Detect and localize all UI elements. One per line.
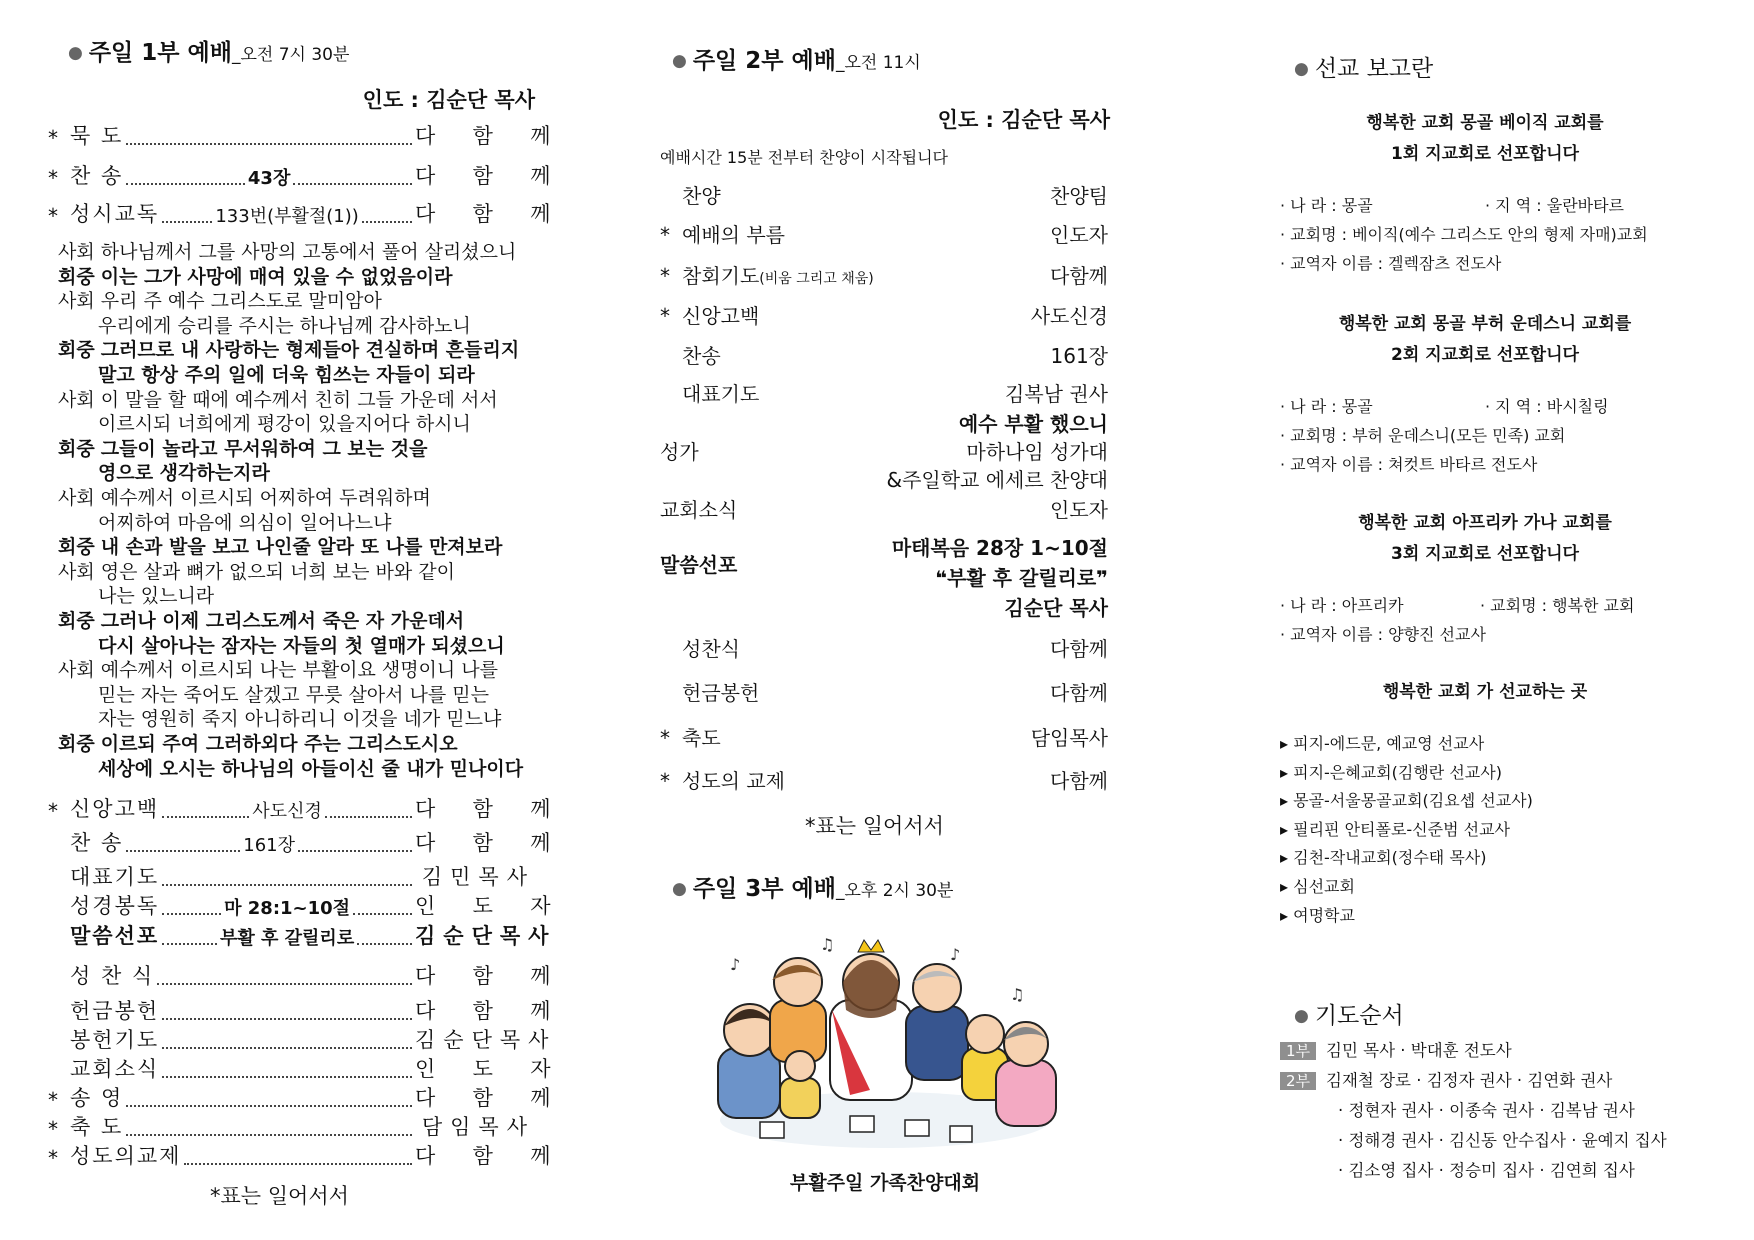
- church-news-row: 교회소식 인도자: [660, 498, 1108, 522]
- leader-dots: [298, 850, 412, 852]
- mission-places-title: 행복한 교회 가 선교하는 곳: [1382, 682, 1588, 702]
- sermon-detail: [892, 533, 1108, 623]
- service1-leader: 인도 : 김순단 목사: [362, 88, 535, 112]
- order-detail: 43장: [247, 168, 291, 189]
- standing-mark: *: [48, 166, 58, 190]
- order-row: [660, 180, 1108, 209]
- service2-intro: 예배시간 15분 전부터 찬양이 시작됩니다: [660, 148, 948, 167]
- order-item: 송 영: [70, 1086, 124, 1110]
- church-info: · 나 라 : 몽골: [1280, 196, 1373, 215]
- standing-mark: *: [48, 1117, 58, 1141]
- leader-dots: [162, 1018, 412, 1020]
- leader-dots: [126, 1134, 412, 1136]
- section-title-service3: ● 주일 3부 예배_오후 2시 30분: [672, 876, 954, 902]
- order-who: 사도신경: [1030, 304, 1108, 328]
- responsive-line: [58, 634, 505, 659]
- order-row: [660, 633, 1108, 662]
- standing-note-2: *표는 일어서서: [805, 814, 944, 838]
- standing-mark: *: [48, 126, 58, 150]
- illustration-caption: 부활주일 가족찬양대회: [789, 1172, 981, 1194]
- responsive-text: 이르시되 너희에게 평강이 있을지어다 하시니: [98, 413, 471, 436]
- church-info: · 교회명 : 부허 운데스니(모든 민족) 교회: [1280, 426, 1566, 445]
- church-heading: [1290, 508, 1680, 570]
- book-icon: [760, 1122, 784, 1138]
- responsive-line: [58, 461, 270, 486]
- responsive-text: 예수께서 이르시되 나는 부활이요 생명이니 나를: [100, 659, 498, 682]
- order-item: 헌금봉헌: [682, 681, 760, 705]
- leader-dots: [357, 943, 412, 945]
- responsive-line: [58, 240, 516, 265]
- order-who: 인 도 자: [415, 894, 559, 918]
- order-item: 성도의교제: [70, 1144, 182, 1168]
- leader-dots: [184, 1163, 412, 1165]
- church-info: · 나 라 : 몽골: [1280, 397, 1373, 416]
- anthem-choir-1: 마하나임 성가대: [966, 440, 1108, 464]
- responsive-text: 우리 주 예수 그리스도로 말미암아: [100, 290, 382, 313]
- service2-leader: 인도 : 김순단 목사: [937, 108, 1110, 132]
- responsive-text: 말고 항상 주의 일에 더욱 힘쓰는 자들이 되라: [98, 364, 475, 386]
- order-item: 교회소식: [70, 1057, 160, 1081]
- church-heading-line: 행복한 교회 몽골 부허 운데스니 교회를: [1338, 314, 1632, 334]
- leader-dots: [157, 983, 412, 985]
- prayer-names: · 정해경 권사 · 김신동 안수집사 · 윤예지 집사: [1338, 1131, 1667, 1150]
- leader-dots: [162, 816, 249, 818]
- leader-dots: [162, 884, 412, 886]
- responsive-text: 세상에 오시는 하나님의 아들이신 줄 내가 믿나이다: [98, 757, 524, 780]
- order-who: 다함께: [1050, 637, 1108, 661]
- responsive-line: [58, 511, 391, 536]
- responsive-text: 예수께서 이르시되 어찌하여 두려워하며: [100, 487, 431, 509]
- section-title-service1: ● 주일 1부 예배_오전 7시 30분: [68, 40, 350, 66]
- order-item: 찬송: [682, 344, 721, 368]
- responsive-line: [58, 707, 501, 732]
- responsive-text: 우리에게 승리를 주시는 하나님께 감사하노니: [98, 314, 471, 337]
- order-note: (비움 그리고 채움): [759, 271, 874, 287]
- leader-dots: [162, 221, 212, 223]
- order-item: 성 찬 식: [70, 964, 155, 988]
- responsive-line: [58, 265, 452, 290]
- responsive-text: 이르되 주여 그러하외다 주는 그리스도시오: [100, 733, 458, 755]
- standing-mark: *: [48, 204, 58, 228]
- prayer-line: [1280, 1126, 1667, 1156]
- responsive-line: [58, 338, 519, 363]
- order-row: [660, 378, 1108, 407]
- order-row: [660, 722, 1108, 751]
- responsive-role: 회중: [58, 339, 95, 362]
- prayer-group-tag: 1부: [1280, 1042, 1316, 1060]
- section-title-service2: ● 주일 2부 예배_오전 11시: [672, 48, 921, 74]
- church-info-line: [1280, 452, 1537, 475]
- order-who: 다 함 께: [415, 202, 559, 226]
- responsive-role: 회중: [58, 536, 95, 559]
- order-detail: 133번(부활절(1)): [215, 206, 359, 227]
- order-row: [48, 920, 557, 950]
- leader-dots: [126, 850, 240, 852]
- responsive-role: 사회: [58, 241, 95, 263]
- responsive-text: 내 손과 발을 보고 나인줄 알라 또 나를 만져보라: [100, 536, 503, 559]
- music-note-icon: ♪: [950, 945, 961, 964]
- standing-mark: *: [660, 726, 670, 750]
- order-item: 축 도: [70, 1115, 124, 1139]
- order-item: 봉헌기도: [70, 1028, 160, 1052]
- responsive-line: [58, 535, 502, 560]
- order-row: [660, 300, 1108, 329]
- order-who: 다 함 께: [415, 999, 559, 1023]
- bullet-dot-icon: ●: [672, 51, 687, 71]
- church-heading-line: 행복한 교회 아프리카 가나 교회를: [1358, 513, 1612, 533]
- jesus-icon: [830, 940, 912, 1100]
- responsive-line: [58, 609, 464, 634]
- order-item: 대표기도: [70, 865, 160, 889]
- order-row: [48, 861, 535, 891]
- mission-place: ▸ 여명학교: [1280, 905, 1355, 925]
- order-row: [48, 120, 559, 150]
- church-info: · 교회명 : 행복한 교회: [1480, 596, 1635, 615]
- prayer-group-tag: 2부: [1280, 1072, 1316, 1090]
- mission-places-list: [1280, 730, 1533, 930]
- order-row: [48, 960, 559, 990]
- order-who: 161장: [1050, 344, 1108, 368]
- book-icon: [905, 1120, 929, 1136]
- church-info: · 교회명 : 베이직(예수 그리스도 안의 형제 자매)교회: [1280, 225, 1648, 244]
- order-row: [48, 160, 559, 190]
- standing-mark: *: [48, 1146, 58, 1170]
- responsive-text: 하나님께서 그를 사망의 고통에서 풀어 살리셨으니: [100, 241, 517, 263]
- responsive-line: [58, 388, 498, 413]
- standing-note-1: *표는 일어서서: [210, 1184, 349, 1208]
- order-item: 성찬식: [682, 637, 740, 661]
- order-who: 다 함 께: [415, 831, 559, 855]
- order-item: 대표기도: [682, 382, 760, 406]
- church-info: · 나 라 : 아프리카: [1280, 596, 1404, 615]
- prayer-order: [1280, 1036, 1667, 1186]
- responsive-text: 그러므로 내 사랑하는 형제들아 견실하며 흔들리지: [100, 339, 520, 362]
- church-heading-line: 2회 지교회로 선포합니다: [1391, 345, 1579, 365]
- person-elder-icon: [906, 964, 968, 1080]
- church-info-line: [1280, 251, 1501, 274]
- person-girl-icon: [770, 958, 826, 1062]
- book-icon: [950, 1126, 972, 1142]
- church-info: · 교역자 이름 : 쳐컷트 바타르 전도사: [1280, 455, 1538, 474]
- church-info: · 교역자 이름 : 양향진 선교사: [1280, 625, 1486, 644]
- order-item: 신앙고백: [70, 797, 160, 821]
- responsive-text: 영으로 생각하는지라: [98, 462, 270, 485]
- order-who: 김민목사: [421, 865, 535, 889]
- order-who: 다함께: [1050, 681, 1108, 705]
- mission-place: ▸ 심선교회: [1280, 876, 1355, 896]
- order-row: [48, 890, 559, 920]
- order-detail: 161장: [243, 835, 295, 856]
- order-row: [660, 340, 1108, 369]
- responsive-text: 그러나 이제 그리스도께서 죽은 자 가운데서: [100, 610, 465, 632]
- section-title-prayer: ● 기도순서: [1294, 1003, 1404, 1029]
- responsive-line: [58, 437, 427, 462]
- responsive-line: [58, 314, 471, 339]
- church-info-line: [1280, 593, 1635, 616]
- responsive-line: [58, 683, 489, 708]
- responsive-line: [58, 584, 214, 609]
- responsive-line: [58, 363, 475, 388]
- order-who: 다 함 께: [415, 164, 559, 188]
- order-item: 말씀선포: [70, 924, 160, 948]
- church-info: · 교역자 이름 : 겔렉잠츠 전도사: [1280, 254, 1502, 273]
- responsive-line: [58, 658, 498, 683]
- church-info: · 지 역 : 바시칠링: [1485, 397, 1609, 416]
- anthem-label: 성가: [660, 440, 699, 464]
- sermon-preacher: 김순단 목사: [1004, 596, 1108, 620]
- leader-dots: [293, 183, 412, 185]
- order-item: 찬 송: [70, 164, 124, 188]
- order-item: 축도: [682, 726, 721, 750]
- responsive-line: [58, 289, 382, 314]
- church-info-line: [1280, 622, 1486, 645]
- church-heading: [1290, 108, 1680, 170]
- order-row: [48, 1053, 559, 1083]
- standing-mark: *: [660, 223, 670, 247]
- responsive-text: 이는 그가 사망에 매여 있을 수 없었음이라: [100, 265, 453, 288]
- mission-place: ▸ 필리핀 안티폴로-신준범 선교사: [1280, 819, 1510, 839]
- order-detail: 마 28:1~10절: [224, 898, 351, 919]
- church-info: · 지 역 : 울란바타르: [1485, 196, 1625, 215]
- responsive-text: 자는 영원히 죽지 아니하리니 이것을 네가 믿느냐: [98, 708, 502, 731]
- order-item: 찬양: [682, 184, 721, 208]
- leader-dots: [162, 943, 217, 945]
- standing-mark: *: [660, 264, 670, 288]
- order-item: 성시교독: [70, 202, 160, 226]
- responsive-role: 회중: [58, 733, 95, 755]
- order-who: 다 함 께: [415, 1086, 559, 1110]
- bullet-dot-icon: ●: [68, 43, 83, 63]
- responsive-line: [58, 412, 471, 437]
- order-row: [48, 793, 559, 823]
- sermon-title: ❝부활 후 갈릴리로❞: [935, 566, 1108, 590]
- sermon-label: 말씀선포: [660, 553, 738, 577]
- order-who: 다 함 께: [415, 964, 559, 988]
- order-who: 다 함 께: [415, 1144, 559, 1168]
- music-note-icon: ♪: [730, 955, 741, 974]
- order-item: 묵 도: [70, 124, 124, 148]
- responsive-role: 사회: [58, 290, 95, 313]
- small-child-icon: [780, 1051, 820, 1118]
- leader-dots: [126, 1105, 412, 1107]
- responsive-line: [58, 560, 455, 585]
- mission-place: ▸ 김천-작내교회(정수태 목사): [1280, 848, 1487, 868]
- leader-dots: [162, 1047, 412, 1049]
- responsive-text: 믿는 자는 죽어도 살겠고 무릇 살아서 나를 믿는: [98, 683, 490, 706]
- leader-dots: [126, 183, 245, 185]
- responsive-text: 그들이 놀라고 무서워하여 그 보는 것을: [100, 437, 428, 460]
- responsive-role: 사회: [58, 560, 95, 583]
- responsive-role: 회중: [58, 610, 95, 632]
- responsive-role: 사회: [58, 487, 95, 509]
- church-heading-line: 행복한 교회 몽골 베이직 교회를: [1366, 113, 1604, 133]
- order-row: [48, 827, 559, 857]
- responsive-text: 이 말을 할 때에 예수께서 친히 그들 가운데 서서: [100, 388, 498, 411]
- music-note-icon: ♫: [820, 935, 835, 954]
- leader-dots: [126, 143, 412, 145]
- order-who: 다 함 께: [415, 797, 559, 821]
- prayer-names: 김재철 장로 · 김정자 권사 · 김연화 권사: [1326, 1071, 1613, 1090]
- person-grandma-icon: [996, 1022, 1056, 1126]
- order-row: [660, 219, 1108, 248]
- order-item: 성도의 교제: [682, 769, 785, 793]
- responsive-text: 다시 살아나는 잠자는 자들의 첫 열매가 되셨으니: [98, 634, 505, 657]
- mission-place: ▸ 몽골-서울몽골교회(김요셉 선교사): [1280, 791, 1533, 811]
- order-who: 다함께: [1050, 264, 1108, 288]
- church-info-line: [1280, 222, 1648, 245]
- order-who: 찬양팀: [1050, 184, 1108, 208]
- order-item: 참회기도: [682, 264, 760, 288]
- prayer-line: [1280, 1036, 1667, 1066]
- church-heading-line: 1회 지교회로 선포합니다: [1391, 144, 1579, 164]
- prayer-line: [1280, 1156, 1667, 1186]
- mission-place: ▸ 피지-에드문, 예교영 선교사: [1280, 734, 1485, 753]
- responsive-role: 회중: [58, 437, 95, 460]
- prayer-names: 김민 목사 · 박대훈 전도사: [1326, 1041, 1512, 1060]
- order-detail: 부활 후 갈릴리로: [219, 928, 355, 949]
- anthem-title: 예수 부활 했으니: [958, 412, 1108, 436]
- order-row: [48, 1140, 559, 1170]
- order-row: [660, 260, 1108, 289]
- leader-dots: [353, 913, 412, 915]
- book-icon: [850, 1116, 874, 1132]
- section-title-mission: ● 선교 보고란: [1294, 56, 1434, 82]
- order-row: [48, 995, 559, 1025]
- order-item: 예배의 부름: [682, 223, 785, 247]
- order-item: 성경봉독: [70, 894, 160, 918]
- family-choir-illustration: [700, 930, 1070, 1160]
- order-who: 김순단목사: [415, 1028, 557, 1052]
- order-row: [660, 765, 1108, 794]
- leader-dots: [362, 221, 412, 223]
- order-item: 찬 송: [70, 831, 124, 855]
- responsive-line: [58, 757, 523, 782]
- order-row: [48, 1082, 559, 1112]
- standing-mark: *: [660, 769, 670, 793]
- prayer-names: · 김소영 집사 · 정승미 집사 · 김연희 집사: [1338, 1161, 1635, 1180]
- responsive-line: [58, 486, 431, 511]
- order-row: [48, 1111, 535, 1141]
- church-info-line: [1280, 394, 1609, 417]
- order-who: 다함께: [1050, 769, 1108, 793]
- bullet-dot-icon: ●: [672, 879, 687, 899]
- mission-place: ▸ 피지-은혜교회(김행란 선교사): [1280, 762, 1502, 782]
- responsive-text: 나는 있느니라: [98, 585, 215, 608]
- order-who: 담임목사: [1030, 726, 1108, 750]
- bullet-dot-icon: ●: [1294, 1006, 1309, 1026]
- church-info-line: [1280, 423, 1565, 446]
- prayer-line: [1280, 1096, 1667, 1126]
- church-info-line: [1280, 193, 1625, 216]
- order-row: [48, 1024, 557, 1054]
- church-heading-line: 3회 지교회로 선포합니다: [1391, 544, 1579, 564]
- order-who: 담임목사: [421, 1115, 535, 1139]
- leader-dots: [162, 913, 221, 915]
- responsive-line: [58, 732, 458, 757]
- order-who: 다 함 께: [415, 124, 559, 148]
- leader-dots: [162, 1076, 412, 1078]
- order-who: 김복남 권사: [1005, 382, 1108, 406]
- order-detail: 사도신경: [252, 801, 322, 822]
- responsive-role: 회중: [58, 265, 95, 288]
- standing-mark: *: [660, 304, 670, 328]
- responsive-text: 어찌하여 마음에 의심이 일어나느냐: [98, 511, 392, 534]
- responsive-role: 사회: [58, 659, 95, 682]
- order-row: [48, 198, 559, 228]
- prayer-names: · 정현자 권사 · 이종숙 권사 · 김복남 권사: [1338, 1101, 1635, 1120]
- music-note-icon: ♫: [1010, 985, 1025, 1004]
- bullet-dot-icon: ●: [1294, 59, 1309, 79]
- order-item: 헌금봉헌: [70, 999, 160, 1023]
- prayer-line: [1280, 1066, 1667, 1096]
- order-who: 김순단목사: [415, 924, 557, 948]
- responsive-text: 영은 살과 뼈가 없으되 너희 보는 바와 같이: [100, 560, 456, 583]
- standing-mark: *: [48, 1088, 58, 1112]
- church-heading: [1290, 309, 1680, 371]
- anthem-choir-2: &주일학교 에세르 찬양대: [886, 468, 1108, 492]
- anthem-detail: [886, 410, 1108, 494]
- order-who: 인도자: [1050, 223, 1108, 247]
- leader-dots: [325, 816, 412, 818]
- order-item: 신앙고백: [682, 304, 760, 328]
- responsive-role: 사회: [58, 388, 95, 411]
- order-who: 인 도 자: [415, 1057, 559, 1081]
- standing-mark: *: [48, 799, 58, 823]
- order-row: [660, 677, 1108, 706]
- sermon-scripture: 마태복음 28장 1~10절: [891, 536, 1108, 560]
